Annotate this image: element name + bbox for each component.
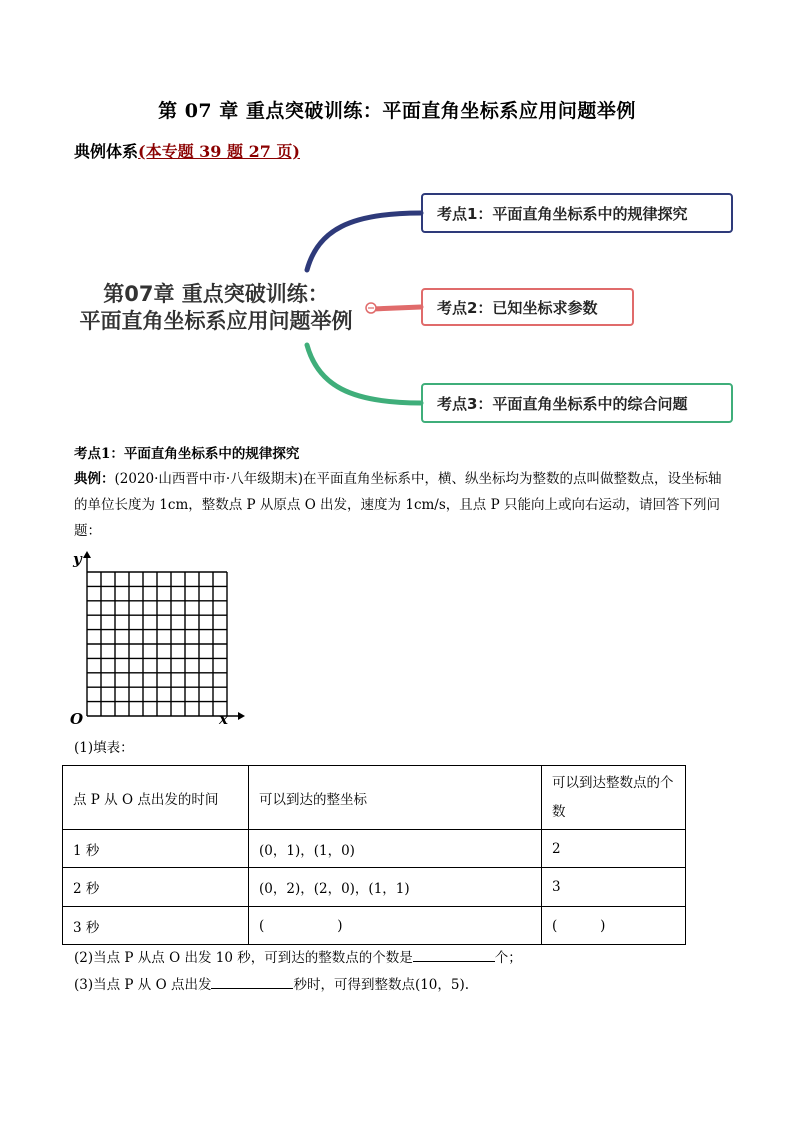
q3-text: (3)当点 P 从 O 点出发 <box>74 977 212 993</box>
q3-suffix: 秒时，可得到整数点(10，5). <box>293 977 470 993</box>
table-cell[interactable]: ( ) <box>249 907 542 945</box>
table-row <box>63 868 686 907</box>
y-arrow-icon <box>83 551 91 558</box>
section-label: 典例体系 <box>74 142 139 161</box>
kp1-example <box>74 466 734 544</box>
table-cell: (0，2)，(2，0)，(1，1) <box>249 868 542 907</box>
section-note: (本专题 39 题 27 页) <box>138 142 300 161</box>
table-row <box>63 907 686 945</box>
mindmap-branch-3: 考点3：平面直角坐标系中的综合问题 <box>421 383 733 423</box>
table-header-cell: 点 P 从 O 点出发的时间 <box>63 766 249 830</box>
table-header-cell: 可以到达整数点的个数 <box>542 766 686 830</box>
branch-connector-1 <box>307 213 421 270</box>
branch-connector-2 <box>372 307 421 309</box>
question-2 <box>74 946 522 966</box>
table-cell: 3 秒 <box>63 907 249 945</box>
x-arrow-icon <box>238 712 245 720</box>
mindmap-center-line2: 平面直角坐标系应用问题举例 <box>79 309 353 333</box>
answer-table <box>62 765 686 945</box>
q2-answer-blank[interactable] <box>413 948 495 962</box>
branch-connector-3 <box>307 345 421 403</box>
section-heading <box>74 139 300 162</box>
fill-table-label: (1)填表： <box>74 740 134 756</box>
mindmap-branch-2: 考点2：已知坐标求参数 <box>421 288 634 326</box>
example-text: (2020·山西晋中市·八年级期末)在平面直角坐标系中，横、纵坐标均为整数的点叫做整数点，设坐标轴的单位长度为 1cm，整数点 P 从原点 O 出发，速度为 1cm/s，且点 P 只能向上或向右运动，请回答下列问题： <box>74 471 722 539</box>
origin-label: O <box>70 710 84 728</box>
q2-text: (2)当点 P 从点 O 出发 10 秒，可到达的整数点的个数是 <box>74 950 413 966</box>
page-title: 第 07 章 重点突破训练：平面直角坐标系应用问题举例 <box>158 100 636 122</box>
table-cell: 2 <box>542 830 686 868</box>
kp1-heading: 考点1：平面直角坐标系中的规律探究 <box>74 446 300 462</box>
q2-suffix: 个； <box>494 950 522 966</box>
coordinate-grid <box>68 548 248 728</box>
table-cell: (0，1)，(1，0) <box>249 830 542 868</box>
mindmap-branch-1: 考点1：平面直角坐标系中的规律探究 <box>421 193 733 233</box>
example-label: 典例： <box>74 471 115 487</box>
table-cell[interactable]: ( ) <box>542 907 686 945</box>
y-axis-label: y <box>73 550 82 568</box>
question-3 <box>74 973 469 993</box>
x-axis-label: x <box>219 710 228 728</box>
table-cell: 3 <box>542 868 686 907</box>
table-cell: 1 秒 <box>63 830 249 868</box>
table-header-cell: 可以到达的整坐标 <box>249 766 542 830</box>
q3-answer-blank[interactable] <box>211 975 293 989</box>
table-row <box>63 830 686 868</box>
mindmap-center-topic <box>66 281 366 335</box>
table-header-row <box>63 766 686 830</box>
mindmap-center-line1: 第07章 重点突破训练： <box>103 282 329 306</box>
table-cell: 2 秒 <box>63 868 249 907</box>
